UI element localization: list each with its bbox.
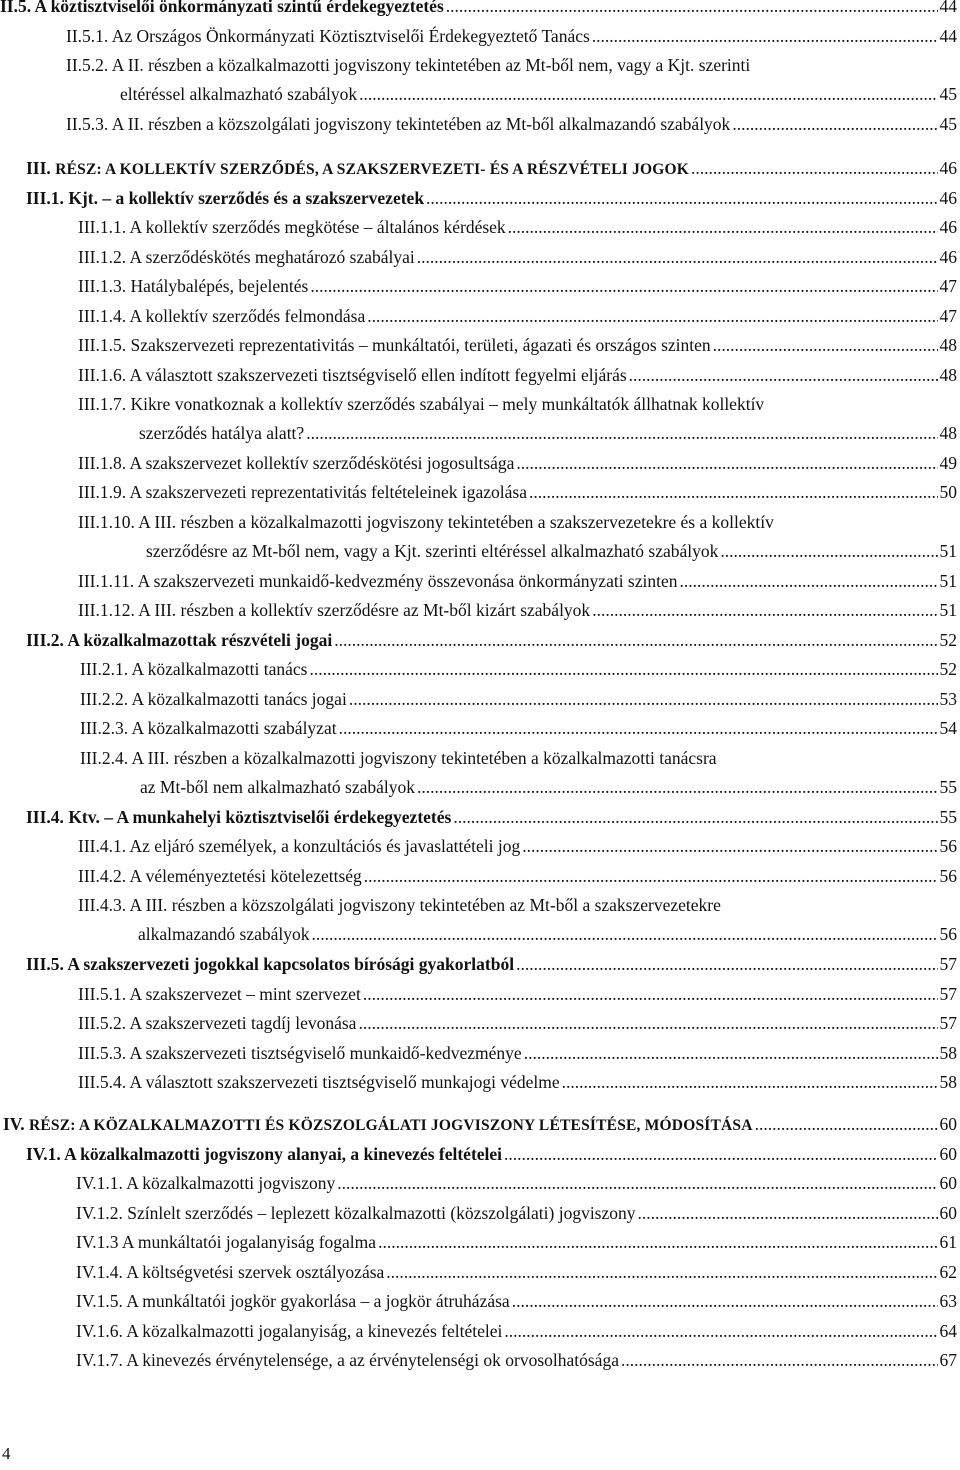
- toc-entry-number: IV.1.4.: [76, 1262, 127, 1282]
- toc-page-number: 58: [939, 1072, 957, 1092]
- toc-entry-number: III.5.4.: [78, 1072, 130, 1092]
- dot-leader: [453, 803, 937, 832]
- toc-entry-number: III.4.2.: [78, 866, 130, 886]
- toc-page-number: 51: [939, 571, 957, 591]
- toc-entry-title: A szakszervezeti tisztségviselő munkaidő-kedvezménye: [129, 1043, 522, 1063]
- toc-entry[interactable]: [80, 744, 957, 802]
- toc-entry[interactable]: [78, 1068, 957, 1097]
- toc-entry-number: II.5.2.: [66, 55, 112, 75]
- dot-leader: [680, 567, 938, 596]
- toc-entry-title: A közalkalmazotti jogviszony: [126, 1173, 336, 1193]
- toc-entry[interactable]: [26, 950, 957, 979]
- toc-entry-title: A szakszervezeti tagdíj levonása: [129, 1013, 357, 1033]
- dot-leader: [349, 685, 938, 714]
- dot-leader: [363, 980, 938, 1009]
- dot-leader: [720, 537, 937, 566]
- toc-entry-title: A II. részben a közszolgálati jogviszony tekintetében az Mt-ből alkalmazandó szabályok: [111, 114, 731, 134]
- toc-page-number: 56: [939, 924, 957, 944]
- toc-entry-number: III.1.3.: [78, 276, 131, 296]
- toc-entry[interactable]: [78, 243, 957, 272]
- toc-entry[interactable]: [78, 449, 957, 478]
- dot-leader: [359, 80, 937, 109]
- toc-entry-number: IV.1.3: [76, 1232, 122, 1252]
- dot-leader: [522, 832, 937, 861]
- toc-entry-title: A szerződéskötés meghatározó szabályai: [129, 247, 415, 267]
- toc-page-number: 51: [939, 600, 957, 620]
- toc-entry-title: A közalkalmazotti szabályzat: [131, 718, 337, 738]
- toc-entry[interactable]: [3, 1110, 957, 1140]
- toc-entry[interactable]: [66, 110, 957, 139]
- dot-leader: [358, 1009, 937, 1038]
- toc-page-number: 57: [939, 984, 957, 1004]
- toc-entry[interactable]: [78, 478, 957, 507]
- toc-entry-title: A köztisztviselői önkormányzati szintű érdekegyeztetés: [34, 0, 444, 16]
- toc-page-number: 57: [939, 1013, 957, 1033]
- toc-entry-number: IV.1.: [26, 1144, 65, 1164]
- toc-entry-title: eltéréssel alkalmazható szabályok: [120, 84, 358, 104]
- toc-entry-title: A költségvetési szervek osztályozása: [126, 1262, 385, 1282]
- toc-page-number: 49: [939, 453, 957, 473]
- toc-entry[interactable]: [66, 22, 957, 51]
- toc-entry-number: III.1.12.: [78, 600, 139, 620]
- toc-page-number: 47: [939, 276, 957, 296]
- dot-leader: [312, 920, 938, 949]
- toc-page-number: 48: [939, 335, 957, 355]
- dot-leader: [755, 1110, 938, 1139]
- toc-page-number: 52: [939, 630, 957, 650]
- dot-leader: [562, 1068, 938, 1097]
- toc-entry-title: A szakszervezeti munkaidő-kedvezmény összevonása önkormányzati szinten: [137, 571, 678, 591]
- toc-entry-number: IV.: [3, 1114, 29, 1134]
- toc-entry-title: A munkáltatói jogalanyiság fogalma: [121, 1232, 377, 1252]
- toc-entry-title: A szakszervezet kollektív szerződéskötési jogosultsága: [129, 453, 515, 473]
- toc-entry-title: A szakszervezeti jogokkal kapcsolatos bírósági gyakorlatból: [67, 954, 515, 974]
- toc-page-number: 44: [939, 26, 957, 46]
- dot-leader: [339, 714, 938, 743]
- dot-leader: [310, 272, 937, 301]
- toc-entry[interactable]: [66, 51, 957, 109]
- toc-entry-title: A III. részben a közszolgálati jogviszony tekintetében az Mt-ből a szakszervezetekre: [129, 895, 721, 915]
- toc-entry-title: A III. részben a kollektív szerződésre az Mt-ből kizárt szabályok: [138, 600, 591, 620]
- toc-entry-number: III.1.7.: [78, 394, 131, 414]
- toc-entry-title: A véleményeztetési kötelezettség: [129, 866, 362, 886]
- toc-entry-number: III.1.2.: [78, 247, 130, 267]
- toc-page-number: 52: [939, 659, 957, 679]
- dot-leader: [504, 1317, 937, 1346]
- dot-leader: [417, 243, 938, 272]
- toc-entry-title: Hatálybalépés, bejelentés: [130, 276, 309, 296]
- toc-entry-title: A közalkalmazotti jogviszony alanyai, a kinevezés feltételei: [64, 1144, 503, 1164]
- toc-entry-title: az Mt-ből nem alkalmazható szabályok: [140, 777, 416, 797]
- toc-entry-title: Az Országos Önkormányzati Köztisztviselői Érdekegyeztető Tanács: [111, 26, 590, 46]
- toc-entry[interactable]: [78, 390, 957, 448]
- toc-entry-title: Az eljáró személyek, a konzultációs és javaslattételi jog: [129, 836, 521, 856]
- toc-entry-title: alkalmazandó szabályok: [138, 924, 310, 944]
- toc-entry-title: Kjt. – a kollektív szerződés és a szakszervezetek: [68, 188, 425, 208]
- toc-entry-number: III.2.2.: [80, 689, 132, 709]
- toc-entry-number: III.2.4.: [80, 748, 132, 768]
- dot-leader: [516, 950, 937, 979]
- dot-leader: [367, 302, 937, 331]
- toc-page-number: 46: [939, 188, 957, 208]
- toc-entry-number: II.5.1.: [66, 26, 112, 46]
- toc-page-number: 46: [939, 158, 957, 178]
- toc-entry[interactable]: [26, 1140, 957, 1169]
- toc-entry[interactable]: [76, 1199, 957, 1228]
- dot-leader: [386, 1258, 937, 1287]
- toc-entry-title: A választott szakszervezeti tisztségviselő ellen indított fegyelmi eljárás: [129, 365, 627, 385]
- toc-entry-title: Színlelt szerződés – leplezett közalkalmazotti (közszolgálati) jogviszony: [127, 1203, 636, 1223]
- toc-entry-number: III.2.1.: [80, 659, 132, 679]
- dot-leader: [508, 213, 938, 242]
- toc-entry-title: A közalkalmazotti tanács jogai: [131, 689, 347, 709]
- toc-entry-number: IV.1.6.: [76, 1321, 127, 1341]
- toc-entry[interactable]: [78, 567, 957, 596]
- toc-page-number: 60: [939, 1144, 957, 1164]
- toc-entry[interactable]: [78, 213, 957, 242]
- toc-page-number: 51: [939, 541, 957, 561]
- toc-entry-number: III.1.6.: [78, 365, 130, 385]
- toc-entry-title: RÉSZ: A KOLLEKTÍV SZERZŐDÉS, A SZAKSZERVEZETI- ÉS A RÉSZVÉTELI JOGOK: [55, 161, 690, 178]
- toc-page-number: 67: [939, 1350, 957, 1370]
- toc-entry-number: III.2.: [26, 630, 68, 650]
- toc-entry[interactable]: [26, 803, 957, 832]
- toc-entry-number: III.4.3.: [78, 895, 130, 915]
- toc-entry[interactable]: [78, 302, 957, 331]
- toc-page-number: 46: [939, 247, 957, 267]
- toc-entry-number: III.1.8.: [78, 453, 130, 473]
- toc-page-number: 46: [939, 217, 957, 237]
- dot-leader: [524, 1039, 938, 1068]
- dot-leader: [446, 0, 938, 21]
- toc-page-number: 60: [939, 1173, 957, 1193]
- toc-entry-title: Szakszervezeti reprezentativitás – munkáltatói, területi, ágazati és országos szinten: [130, 335, 711, 355]
- toc-entry-number: III.5.1.: [78, 984, 130, 1004]
- dot-leader: [512, 1287, 938, 1316]
- toc-entry[interactable]: [76, 1258, 957, 1287]
- dot-leader: [364, 862, 938, 891]
- toc-entry-number: IV.1.7.: [76, 1350, 127, 1370]
- toc-entry-number: III.1.9.: [78, 482, 130, 502]
- toc-entry-title: A kinevezés érvénytelensége, a az érvénytelenségi ok orvosolhatósága: [126, 1350, 619, 1370]
- toc-entry-title: A III. részben a közalkalmazotti jogviszony tekintetében a szakszervezetekre és a kollektív: [138, 512, 774, 532]
- toc-entry-text: [78, 891, 957, 920]
- toc-entry-title: A III. részben a közalkalmazotti jogviszony tekintetében a közalkalmazotti tanácsra: [131, 748, 717, 768]
- toc-page-number: 45: [939, 114, 957, 134]
- toc-entry[interactable]: [78, 1009, 957, 1038]
- toc-entry-title: A szakszervezet – mint szervezet: [129, 984, 361, 1004]
- toc-entry[interactable]: [78, 1039, 957, 1068]
- toc-page-number: 55: [939, 807, 957, 827]
- toc-page-number: 54: [939, 718, 957, 738]
- dot-leader: [378, 1228, 937, 1257]
- toc-entry[interactable]: [76, 1228, 957, 1257]
- toc-page-number: 48: [939, 423, 957, 443]
- toc-entry[interactable]: [76, 1169, 957, 1198]
- toc-entry-title: A kollektív szerződés felmondása: [129, 306, 366, 326]
- toc-entry[interactable]: [80, 685, 957, 714]
- toc-entry-number: III.: [26, 158, 56, 178]
- toc-entry-title: A munkáltatói jogkör gyakorlása – a jogkör átruházása: [126, 1291, 510, 1311]
- dot-leader: [621, 1346, 938, 1375]
- toc-entry-number: III.1.1.: [78, 217, 130, 237]
- toc-entry[interactable]: [78, 862, 957, 891]
- toc-entry-number: IV.1.2.: [76, 1203, 128, 1223]
- toc-entry[interactable]: [26, 154, 957, 184]
- toc-entry-text: [78, 390, 957, 419]
- toc-page-number: 44: [939, 0, 957, 16]
- dot-leader: [306, 419, 937, 448]
- dot-leader: [504, 1140, 937, 1169]
- toc-entry[interactable]: [0, 0, 957, 21]
- toc-entry-number: II.5.: [0, 0, 35, 16]
- dot-leader: [334, 626, 937, 655]
- dot-leader: [426, 184, 937, 213]
- dot-leader: [592, 22, 938, 51]
- toc-page-number: 60: [939, 1114, 957, 1134]
- toc-entry-number: IV.1.1.: [76, 1173, 127, 1193]
- toc-page-number: 53: [939, 689, 957, 709]
- toc-entry[interactable]: [26, 626, 957, 655]
- dot-leader: [592, 596, 937, 625]
- toc-entry[interactable]: [78, 508, 957, 566]
- toc-entry-number: III.5.2.: [78, 1013, 130, 1033]
- toc-entry-title: szerződésre az Mt-ből nem, vagy a Kjt. szerinti eltéréssel alkalmazható szabályok: [146, 541, 719, 561]
- toc-entry[interactable]: [26, 184, 957, 213]
- dot-leader: [732, 110, 937, 139]
- toc-entry-number: III.5.3.: [78, 1043, 130, 1063]
- toc-entry-number: III.1.5.: [78, 335, 131, 355]
- dot-leader: [691, 154, 937, 183]
- dot-leader: [309, 655, 937, 684]
- toc-page-number: 64: [939, 1321, 957, 1341]
- dot-leader: [516, 449, 937, 478]
- toc-entry[interactable]: [78, 361, 957, 390]
- toc-entry[interactable]: [76, 1346, 957, 1375]
- dot-leader: [638, 1199, 938, 1228]
- toc-entry[interactable]: [78, 891, 957, 949]
- toc-entry-title: RÉSZ: A KÖZALKALMAZOTTI ÉS KÖZSZOLGÁLATI JOGVISZONY LÉTESÍTÉSE, MÓDOSÍTÁSA: [28, 1117, 753, 1134]
- toc-entry-text: [80, 744, 957, 773]
- toc-page-number: 60: [939, 1203, 957, 1223]
- toc-entry[interactable]: [78, 596, 957, 625]
- toc-page-number: 56: [939, 836, 957, 856]
- toc-entry-text: [78, 508, 957, 537]
- toc-entry-number: III.2.3.: [80, 718, 132, 738]
- toc-entry-title: A választott szakszervezeti tisztségviselő munkajogi védelme: [129, 1072, 560, 1092]
- toc-entry-number: IV.1.5.: [76, 1291, 127, 1311]
- toc-page-number: 57: [939, 954, 957, 974]
- toc-page-number: 47: [939, 306, 957, 326]
- toc-entry[interactable]: [78, 331, 957, 360]
- dot-leader: [529, 478, 938, 507]
- toc-entry-number: III.1.11.: [78, 571, 138, 591]
- toc-entry-title: A közalkalmazotti jogalanyiság, a kinevezés feltételei: [126, 1321, 503, 1341]
- page-number: 4: [2, 1444, 11, 1463]
- toc-entry[interactable]: [80, 714, 957, 743]
- toc-page-number: 48: [939, 365, 957, 385]
- toc-entry[interactable]: [80, 655, 957, 684]
- toc-entry-title: szerződés hatálya alatt?: [139, 423, 305, 443]
- toc-entry-number: III.1.10.: [78, 512, 139, 532]
- dot-leader: [629, 361, 938, 390]
- toc-entry-number: III.4.: [26, 807, 69, 827]
- dot-leader: [337, 1169, 937, 1198]
- toc-entry-title: A II. részben a közalkalmazotti jogviszony tekintetében az Mt-ből nem, vagy a Kjt. szerinti: [111, 55, 751, 75]
- toc-entry[interactable]: [76, 1317, 957, 1346]
- toc-page-number: 45: [939, 84, 957, 104]
- toc-page-number: 50: [939, 482, 957, 502]
- toc-entry-title: Kikre vonatkoznak a kollektív szerződés szabályai – mely munkáltatók állhatnak kollektív: [130, 394, 765, 414]
- toc-entry-number: III.5.: [26, 954, 68, 974]
- toc-entry-title: Ktv. – A munkahelyi köztisztviselői érdekegyeztetés: [68, 807, 452, 827]
- toc-entry-number: III.4.1.: [78, 836, 130, 856]
- dot-leader: [417, 773, 937, 802]
- toc-page-number: 58: [939, 1043, 957, 1063]
- toc-entry[interactable]: [78, 832, 957, 861]
- toc-entry-number: III.1.: [26, 188, 69, 208]
- toc-page-number: 61: [939, 1232, 957, 1252]
- toc-page-number: 63: [939, 1291, 957, 1311]
- toc-entry-title: A szakszervezeti reprezentativitás feltételeinek igazolása: [129, 482, 527, 502]
- toc-page-number: 56: [939, 866, 957, 886]
- toc-entry[interactable]: [78, 272, 957, 301]
- toc-entry-text: [66, 51, 957, 80]
- dot-leader: [713, 331, 938, 360]
- toc-entry-number: II.5.3.: [66, 114, 112, 134]
- toc-entry[interactable]: [78, 980, 957, 1009]
- toc-page-number: 55: [939, 777, 957, 797]
- toc-entry-number: III.1.4.: [78, 306, 130, 326]
- toc-page-number: 62: [939, 1262, 957, 1282]
- toc-entry-title: A közalkalmazotti tanács: [131, 659, 308, 679]
- toc-entry-title: A közalkalmazottak részvételi jogai: [67, 630, 333, 650]
- toc-entry[interactable]: [76, 1287, 957, 1316]
- toc-entry-title: A kollektív szerződés megkötése – általános kérdések: [129, 217, 506, 237]
